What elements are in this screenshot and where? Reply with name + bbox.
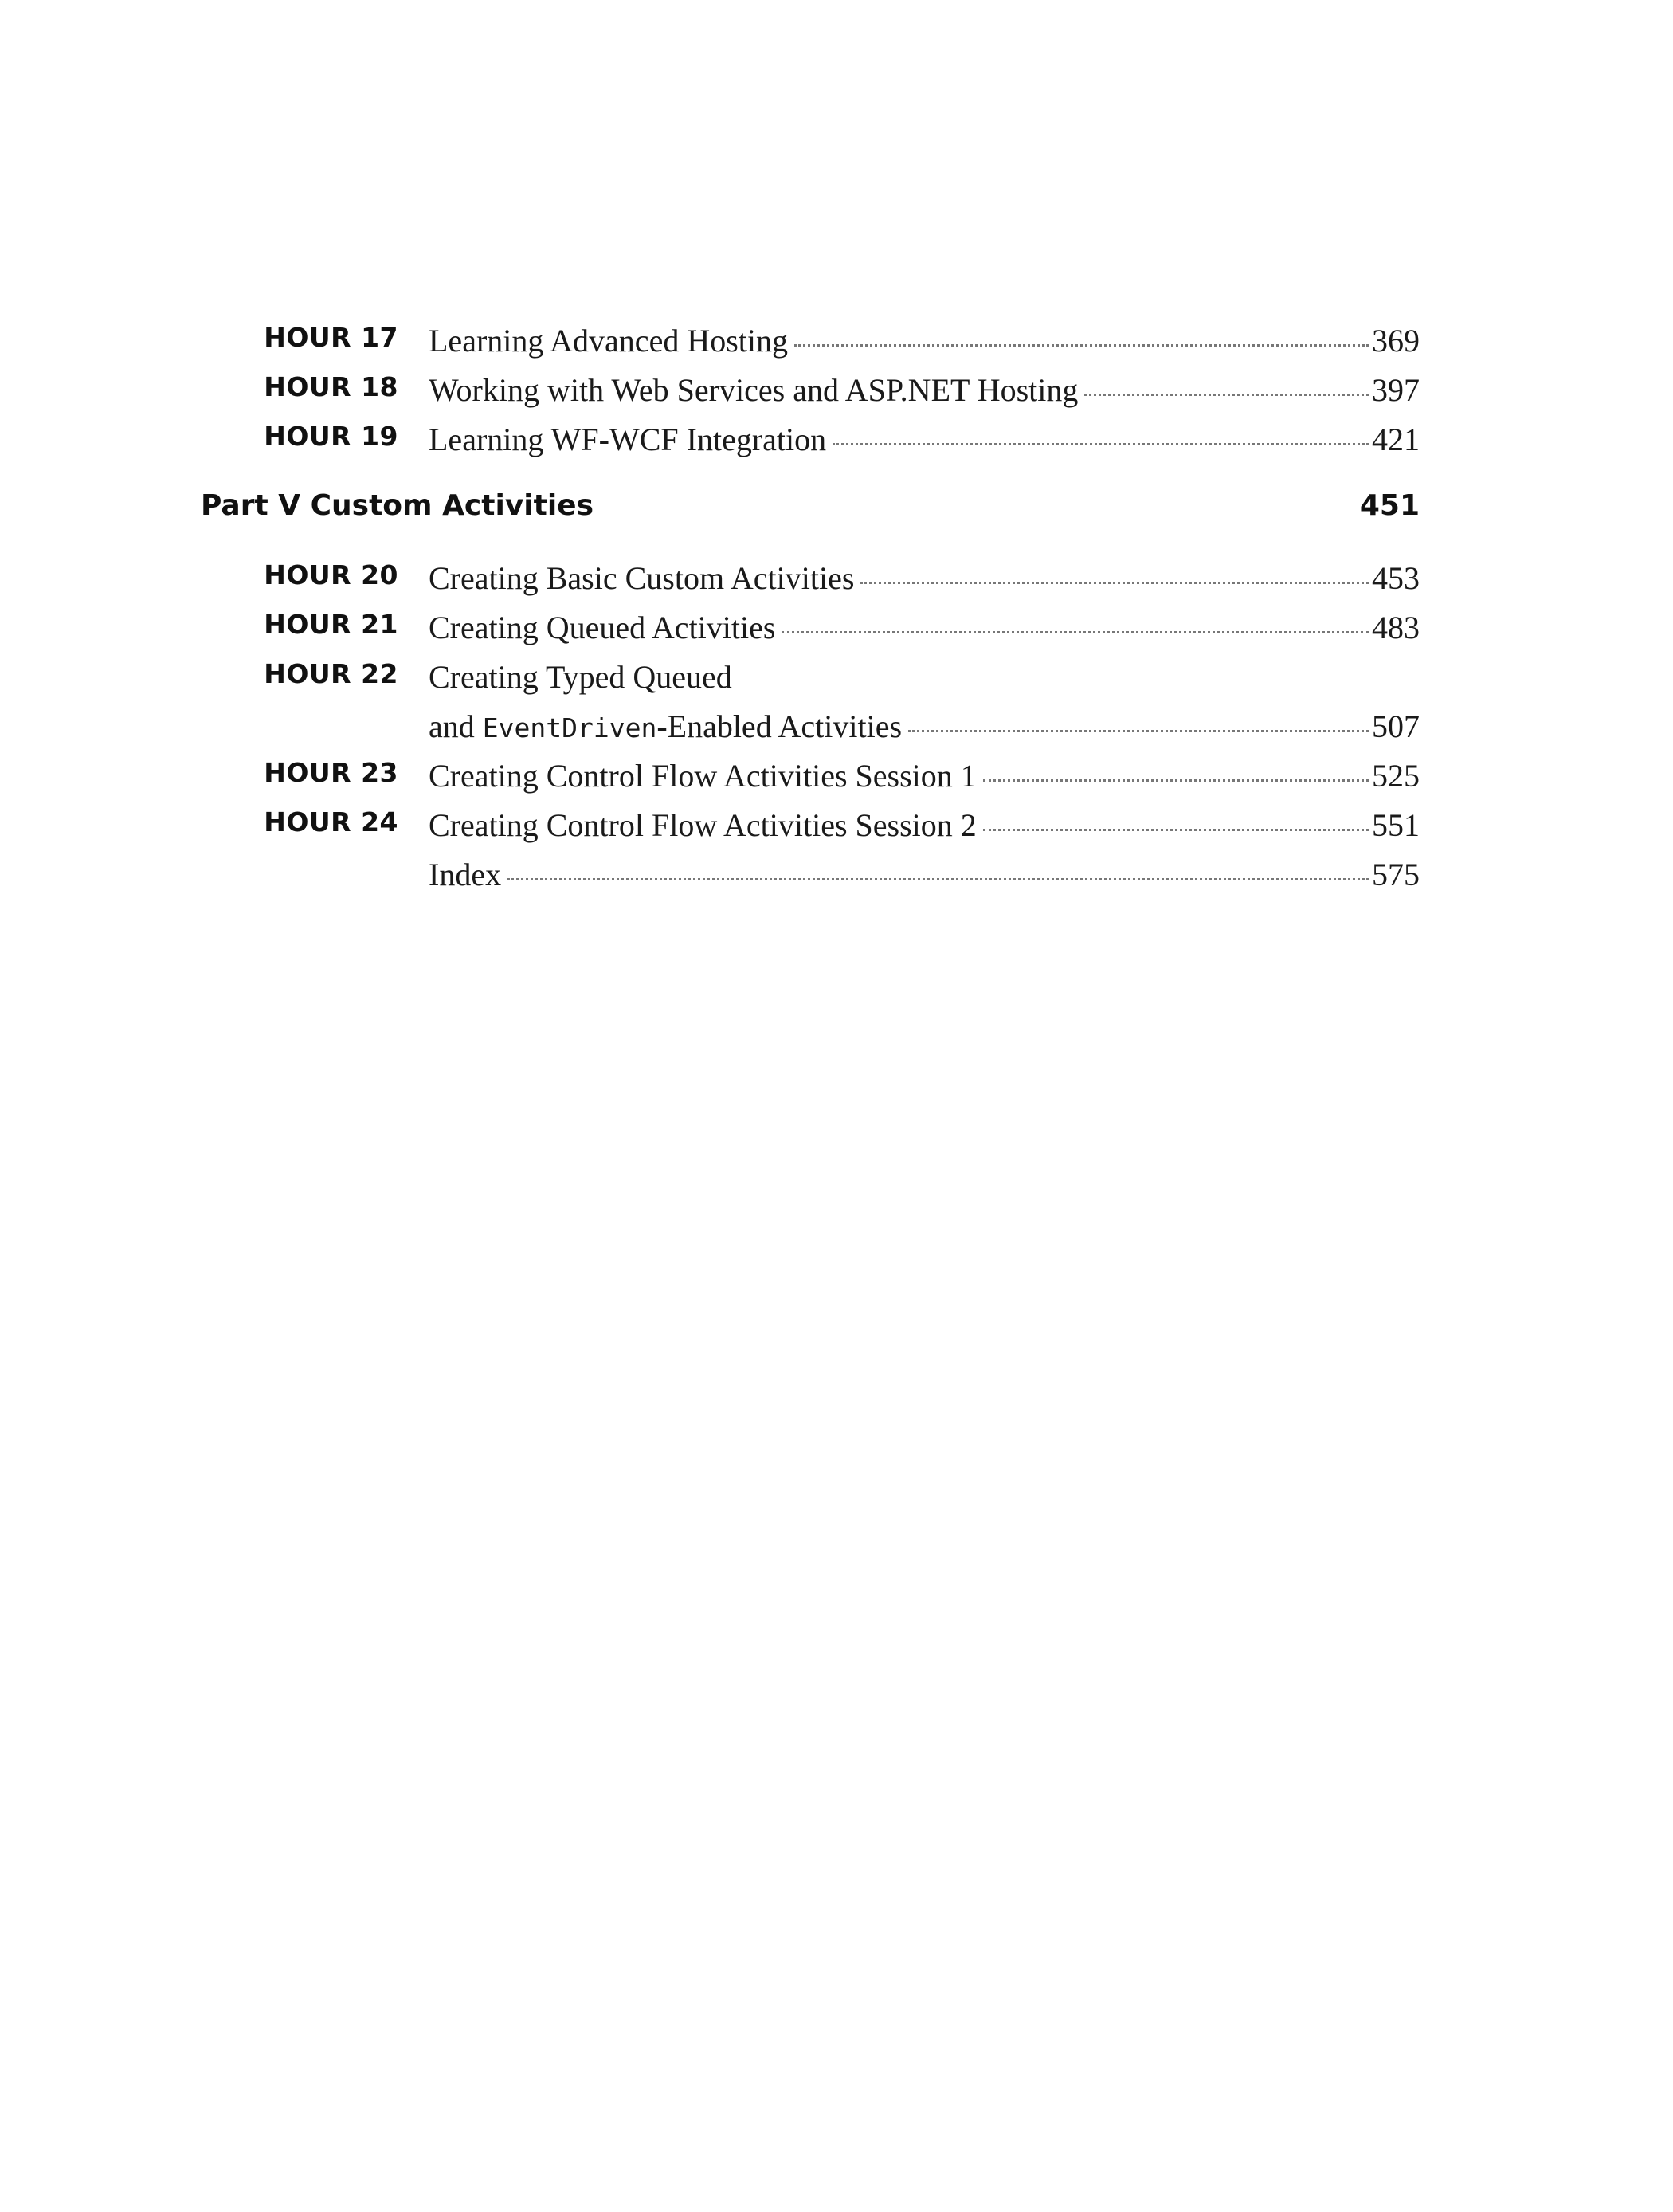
- entry-page-number: 397: [1372, 372, 1420, 408]
- toc-entry-hour-17[interactable]: [201, 322, 1420, 371]
- entry-title: Creating Queued Activities: [429, 610, 776, 645]
- dot-leader: [983, 829, 1369, 831]
- toc-entry-hour-22-continuation[interactable]: [201, 708, 1420, 757]
- dot-leader: [983, 779, 1369, 782]
- hour-label: HOUR 17: [264, 322, 398, 353]
- hour-label: HOUR 18: [264, 371, 398, 402]
- entry-title: Working with Web Services and ASP.NET Hosting: [429, 372, 1079, 408]
- entry-page-number: 421: [1372, 422, 1420, 457]
- code-term: EventDriven: [482, 712, 657, 743]
- hour-label: HOUR 24: [264, 806, 398, 837]
- hour-label: HOUR 21: [264, 609, 398, 640]
- title-suffix: -Enabled Activities: [656, 708, 903, 744]
- entry-title: Index: [429, 857, 502, 892]
- entry-title: Creating Control Flow Activities Session 1: [429, 758, 977, 794]
- entry-page-number: 369: [1372, 323, 1420, 359]
- hour-label: HOUR 22: [264, 658, 398, 689]
- toc-entry-hour-18[interactable]: [201, 371, 1420, 421]
- hour-label: HOUR 23: [264, 757, 398, 788]
- entry-title: Creating Basic Custom Activities: [429, 560, 855, 596]
- toc-entry-hour-20[interactable]: [201, 559, 1420, 609]
- entry-title: Learning WF-WCF Integration: [429, 422, 827, 457]
- part-page-number: 451: [1359, 489, 1420, 522]
- entry-title: Learning Advanced Hosting: [429, 323, 788, 359]
- table-of-contents: [201, 322, 1420, 905]
- toc-entry-hour-19[interactable]: [201, 421, 1420, 470]
- entry-page-number: 507: [1372, 708, 1420, 744]
- entry-title-line-2: [429, 708, 902, 745]
- entry-page-number: 483: [1372, 610, 1420, 645]
- title-prefix: and: [429, 708, 483, 744]
- entry-page-number: 575: [1372, 857, 1420, 892]
- dot-leader: [507, 878, 1369, 880]
- hour-label: HOUR 19: [264, 421, 398, 452]
- dot-leader: [794, 344, 1369, 347]
- entry-page-number: 551: [1372, 807, 1420, 843]
- dot-leader: [833, 443, 1369, 445]
- dot-leader: [1084, 394, 1369, 396]
- entry-title: Creating Control Flow Activities Session 2: [429, 807, 977, 843]
- entry-title-line-1: Creating Typed Queued: [429, 659, 732, 695]
- toc-entry-hour-24[interactable]: [201, 806, 1420, 856]
- dot-leader: [908, 730, 1369, 732]
- toc-entry-hour-22[interactable]: [201, 658, 1420, 708]
- part-title: Part V Custom Activities: [201, 489, 594, 522]
- toc-entry-hour-23[interactable]: [201, 757, 1420, 806]
- dot-leader: [860, 582, 1369, 584]
- toc-part-heading[interactable]: [201, 489, 1420, 559]
- toc-entry-index[interactable]: [201, 856, 1420, 905]
- dot-leader: [782, 631, 1369, 633]
- hour-label: HOUR 20: [264, 559, 398, 590]
- entry-page-number: 453: [1372, 560, 1420, 596]
- toc-entry-hour-21[interactable]: [201, 609, 1420, 658]
- entry-page-number: 525: [1372, 758, 1420, 794]
